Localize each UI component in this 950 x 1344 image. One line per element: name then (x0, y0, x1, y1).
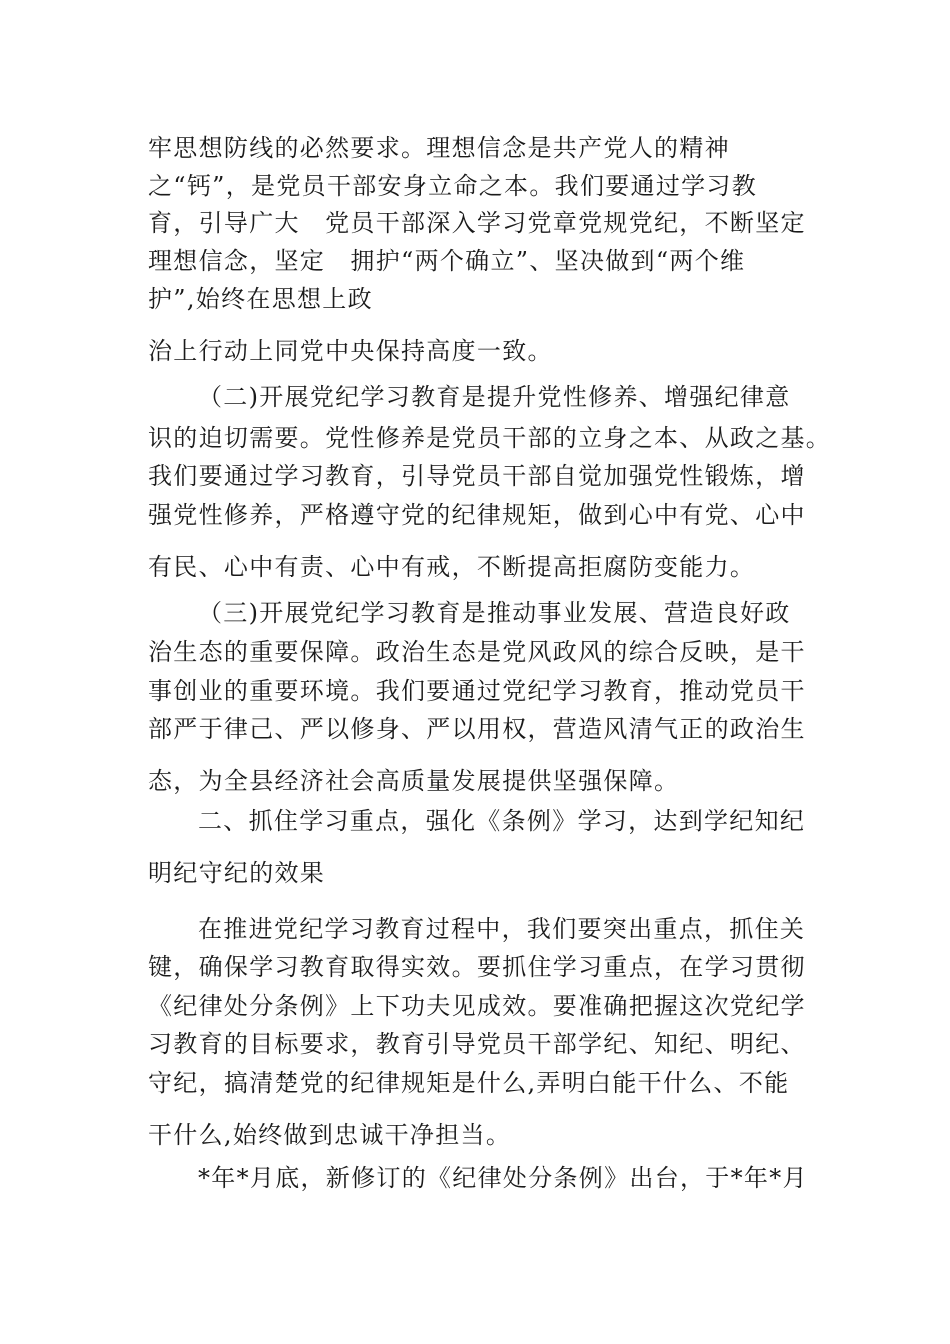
text-line: 态，为全县经济社会高质量发展提供坚强保障。 (148, 767, 680, 795)
text-line: 键，确保学习教育取得实效。要抓住学习重点，在学习贯彻 (148, 953, 806, 981)
text-line: 识的迫切需要。党性修养是党员干部的立身之本、从政之基。 (148, 424, 832, 452)
text-line: 强党性修养，严格遵守党的纪律规矩，做到心中有党、心中 (148, 501, 806, 529)
text-line: 护”,始终在思想上政 (148, 285, 373, 313)
paragraph-heading-2: （二)开展党纪学习教育是提升党性修养、增强纪律意 (198, 383, 791, 411)
text-line: 事创业的重要环境。我们要通过党纪学习教育，推动党员干 (148, 677, 806, 705)
text-line: 习教育的目标要求，教育引导党员干部学纪、知纪、明纪、 (148, 1030, 806, 1058)
text-line: 治生态的重要保障。政治生态是党风政风的综合反映，是干 (148, 638, 806, 666)
text-line: 理想信念，坚定 拥护“两个确立”、坚决做到“两个维 (148, 247, 746, 275)
text-line: 之“钙”，是党员干部安身立命之本。我们要通过学习教 (148, 172, 758, 200)
text-line: *年*月底，新修订的《纪律处分条例》出台，于*年*月 (198, 1164, 808, 1192)
paragraph-heading-3: （三)开展党纪学习教育是推动事业发展、营造良好政 (198, 599, 791, 627)
text-line: 部严于律己、严以修身、严以用权，营造风清气正的政治生 (148, 715, 806, 743)
text-line: 育，引导广大 党员干部深入学习党章党规党纪，不断坚定 (148, 209, 806, 237)
text-line: 有民、心中有责、心中有戒，不断提高拒腐防变能力。 (148, 553, 756, 581)
text-line: 我们要通过学习教育，引导党员干部自觉加强党性锻炼，增 (148, 462, 806, 490)
text-line: 治上行动上同党中央保持高度一致。 (148, 337, 553, 365)
text-line: 牢思想防线的必然要求。理想信念是共产党人的精神 (148, 134, 730, 162)
section-heading: 二、抓住学习重点，强化《条例》学习，达到学纪知纪 (198, 807, 806, 835)
text-line: 守纪，搞清楚党的纪律规矩是什么,弄明白能干什么、不能 (148, 1069, 790, 1097)
section-heading-continued: 明纪守纪的效果 (148, 859, 326, 887)
text-line: 在推进党纪学习教育过程中，我们要突出重点，抓住关 (198, 915, 806, 943)
text-line: 《纪律处分条例》上下功夫见成效。要准确把握这次党纪学 (148, 992, 806, 1020)
text-line: 干什么,始终做到忠诚干净担当。 (148, 1121, 512, 1149)
